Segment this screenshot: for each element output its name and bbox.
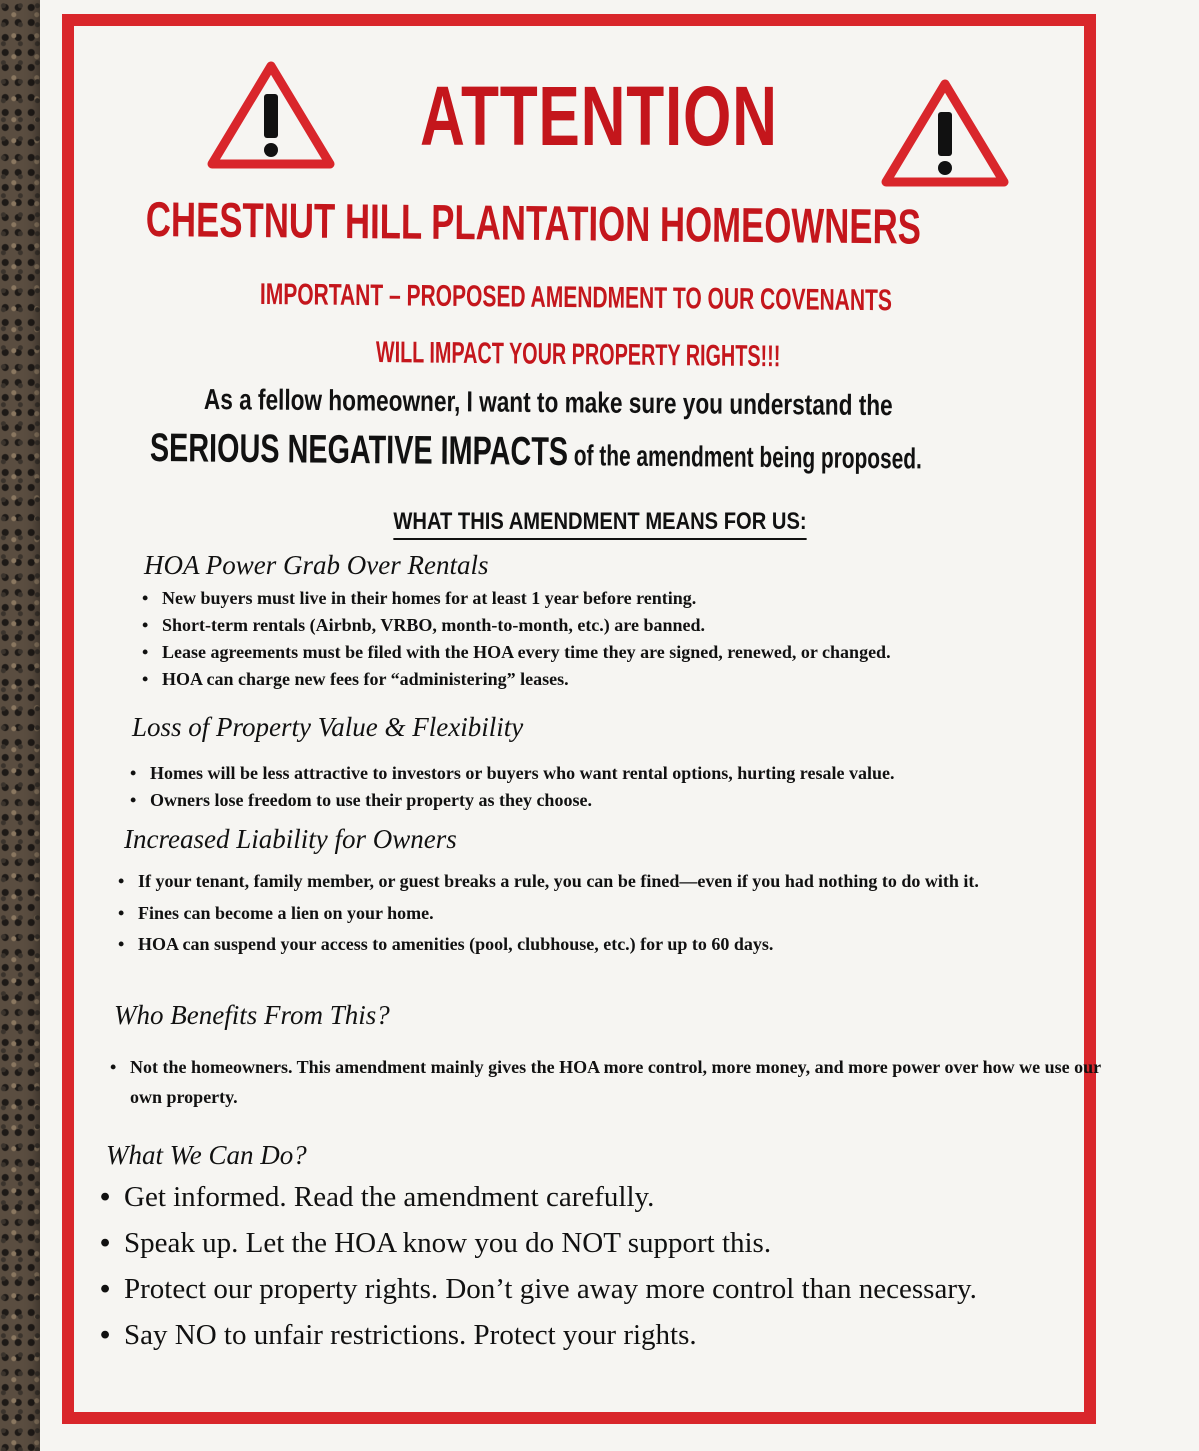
subheading-amendment: IMPORTANT – PROPOSED AMENDMENT TO OUR COVENANTS xyxy=(259,278,892,318)
heading-who-benefits: Who Benefits From This? xyxy=(114,1000,390,1030)
intro-line-2-rest: of the amendment being proposed. xyxy=(567,440,922,476)
heading-what-we-can-do: What We Can Do? xyxy=(106,1140,307,1170)
list-item: • Owners lose freedom to use their property as they choose. xyxy=(130,787,894,814)
list-property-value xyxy=(130,760,894,814)
serious-negative-impacts: SERIOUS NEGATIVE IMPACTS xyxy=(149,426,569,475)
list-item: • HOA can suspend your access to amenities (pool, clubhouse, etc.) for up to 60 days. xyxy=(118,931,1098,958)
list-liability xyxy=(118,872,1098,958)
list-item: • Homes will be less attractive to investors or buyers who want rental options, hurting resale value. xyxy=(130,760,894,787)
list-item: • Get informed. Read the amendment carefully. xyxy=(100,1174,977,1220)
warning-triangle-icon xyxy=(880,78,1010,190)
heading-power-grab: HOA Power Grab Over Rentals xyxy=(144,550,489,580)
list-who-benefits xyxy=(110,1052,1120,1112)
heading-liability: Increased Liability for Owners xyxy=(124,824,457,854)
list-item: • Speak up. Let the HOA know you do NOT support this. xyxy=(100,1220,977,1266)
list-item: • If your tenant, family member, or guest breaks a rule, you can be fined—even if you had nothing to do with it. xyxy=(118,872,1098,890)
list-what-we-can-do xyxy=(100,1174,977,1358)
list-item: • New buyers must live in their homes for at least 1 year before renting. xyxy=(142,585,891,612)
list-item: • Not the homeowners. This amendment mainly gives the HOA more control, more money, and more power over how we use our own property. xyxy=(110,1052,1120,1112)
attention-title: ATTENTION xyxy=(420,69,778,163)
list-item: • Protect our property rights. Don’t give away more control than necessary. xyxy=(100,1266,977,1312)
list-item: • Lease agreements must be filed with the HOA every time they are signed, renewed, or changed. xyxy=(142,639,891,666)
list-item: • Short-term rentals (Airbnb, VRBO, month-to-month, etc.) are banned. xyxy=(142,612,891,639)
intro-line-1: As a fellow homeowner, I want to make sure you understand the xyxy=(203,384,893,423)
list-power-grab xyxy=(142,585,891,693)
intro-line-2 xyxy=(150,426,922,478)
list-item: • Say NO to unfair restrictions. Protect your rights. xyxy=(100,1312,977,1358)
section-title xyxy=(0,508,1199,540)
heading-property-value: Loss of Property Value & Flexibility xyxy=(132,712,524,742)
section-title-text: WHAT THIS AMENDMENT MEANS FOR US: xyxy=(393,508,806,540)
list-item: • HOA can charge new fees for “administering” leases. xyxy=(142,666,891,693)
community-title: CHESTNUT HILL PLANTATION HOMEOWNERS xyxy=(145,192,921,255)
warning-triangle-icon xyxy=(206,60,336,172)
subheading-property-rights: WILL IMPACT YOUR PROPERTY RIGHTS!!! xyxy=(375,336,781,374)
list-item: • Fines can become a lien on your home. xyxy=(118,900,1098,927)
